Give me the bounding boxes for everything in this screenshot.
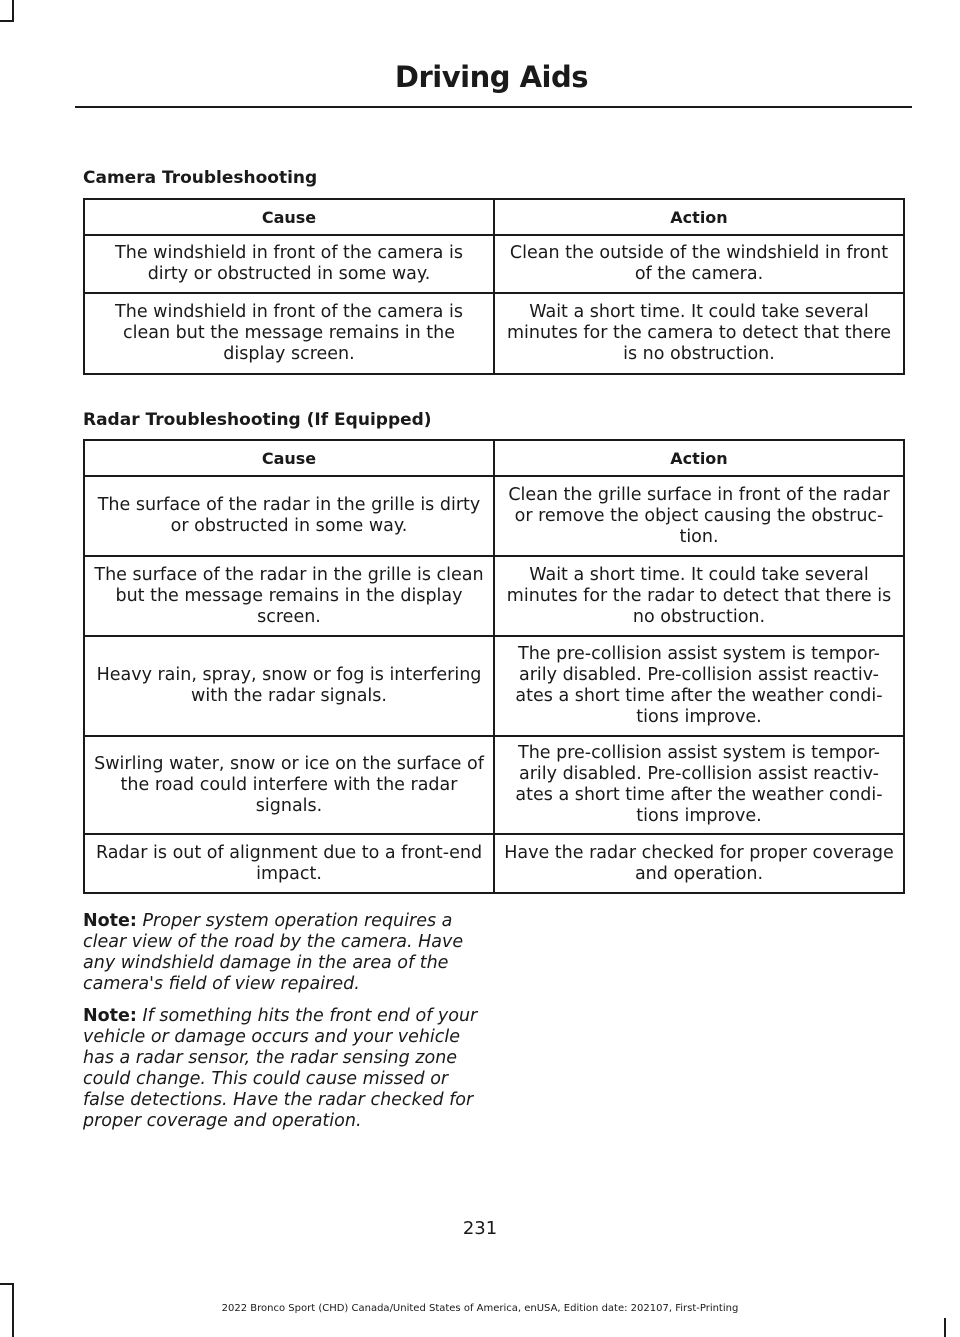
camera-troubleshooting-table <box>83 198 905 375</box>
crop-mark <box>944 1318 946 1337</box>
note-label: Note: <box>83 1006 137 1026</box>
table-row <box>84 476 904 556</box>
column-header-action: Action <box>494 440 904 476</box>
action-cell: Clean the outside of the windshield in front of the camera. <box>494 235 904 293</box>
table-row <box>84 293 904 374</box>
cause-cell: The windshield in front of the camera is dirty or obstructed in some way. <box>84 235 494 293</box>
action-cell: Have the radar checked for proper coverage and operation. <box>494 834 904 893</box>
crop-mark <box>0 20 14 22</box>
crop-mark <box>0 1283 14 1285</box>
action-cell: Wait a short time. It could take several minutes for the radar to detect that there is no obstruction. <box>494 556 904 636</box>
table-row <box>84 834 904 893</box>
table-header-row <box>84 440 904 476</box>
action-cell: The pre-collision assist system is tempor-arily disabled. Pre-collision assist reactiv-ates a short time after the weather condi-tions improve. <box>494 736 904 834</box>
table-header-row <box>84 199 904 235</box>
cause-cell: Heavy rain, spray, snow or fog is interfering with the radar signals. <box>84 636 494 736</box>
page-number: 231 <box>462 1218 498 1239</box>
radar-troubleshooting-table <box>83 439 905 894</box>
action-cell: The pre-collision assist system is tempor-arily disabled. Pre-collision assist reactiv-ates a short time after the weather condi-tions improve. <box>494 636 904 736</box>
camera-section-title: Camera Troubleshooting <box>83 168 318 188</box>
action-cell: Wait a short time. It could take several minutes for the camera to detect that there is no obstruction. <box>494 293 904 374</box>
table-row <box>84 556 904 636</box>
table-row <box>84 636 904 736</box>
column-header-cause: Cause <box>84 199 494 235</box>
column-header-cause: Cause <box>84 440 494 476</box>
note-label: Note: <box>83 911 137 931</box>
cause-cell: The surface of the radar in the grille is clean but the message remains in the display screen. <box>84 556 494 636</box>
note-text: Proper system operation requires a clear view of the road by the camera. Have any windshield damage in the area of the camera's field of view repaired. <box>83 911 464 994</box>
footer-text: 2022 Bronco Sport (CHD) Canada/United States of America, enUSA, Edition date: 202107, First-Printing <box>221 1303 739 1314</box>
cause-cell: The windshield in front of the camera is clean but the message remains in the display screen. <box>84 293 494 374</box>
header-divider <box>75 106 912 108</box>
crop-mark <box>12 0 14 22</box>
table-row <box>84 235 904 293</box>
note-paragraph <box>83 1006 478 1132</box>
cause-cell: Swirling water, snow or ice on the surface of the road could interfere with the radar signals. <box>84 736 494 834</box>
radar-section-title: Radar Troubleshooting (If Equipped) <box>83 410 432 430</box>
table-row <box>84 736 904 834</box>
column-header-action: Action <box>494 199 904 235</box>
page-title: Driving Aids <box>394 60 588 94</box>
note-text: If something hits the front end of your vehicle or damage occurs and your vehicle has a radar sensor, the radar sensing zone could change. This could cause missed or false detections. Have the radar checked for proper coverage and operation. <box>83 1006 478 1131</box>
action-cell: Clean the grille surface in front of the radar or remove the object causing the obstruc-tion. <box>494 476 904 556</box>
note-paragraph <box>83 911 478 995</box>
cause-cell: Radar is out of alignment due to a front-end impact. <box>84 834 494 893</box>
cause-cell: The surface of the radar in the grille is dirty or obstructed in some way. <box>84 476 494 556</box>
